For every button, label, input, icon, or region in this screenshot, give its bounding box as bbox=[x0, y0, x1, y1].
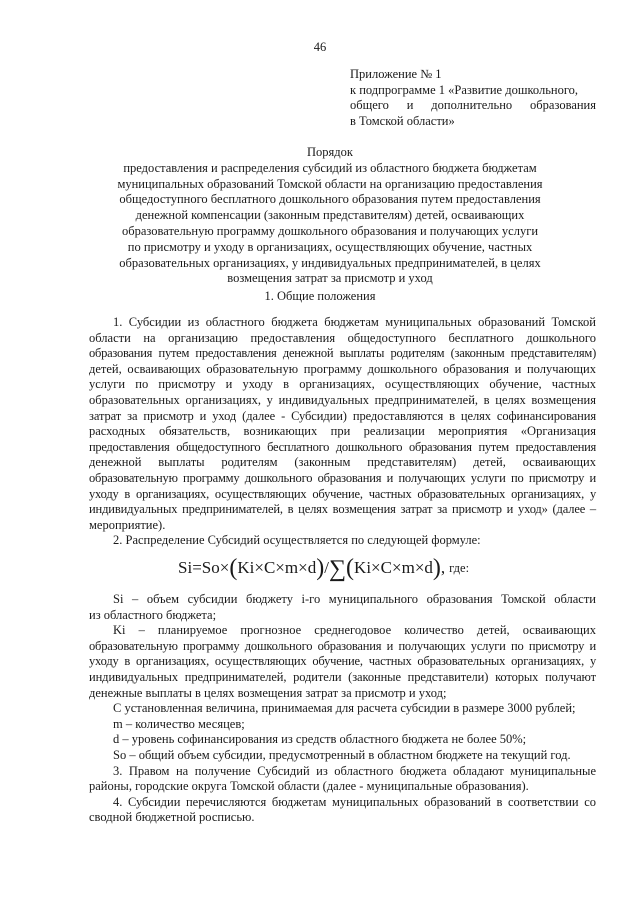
section-body-top bbox=[89, 315, 596, 549]
appendix-note bbox=[350, 67, 596, 129]
text-line: денежные выплаты в целях возмещения затрат за присмотр и уход; bbox=[89, 685, 447, 700]
text-line: С установленная величина, принимаемая для расчета субсидии в размере 3000 рублей; bbox=[113, 701, 576, 716]
title-line: по присмотру и уходу в организациях, осуществляющих обучение, частных bbox=[127, 239, 533, 254]
text-line: районы, городские округа Томской области (далее - муниципальные образования). bbox=[89, 779, 529, 794]
paragraph-2 bbox=[89, 533, 596, 549]
formula-c: C bbox=[263, 558, 276, 577]
text-line: уходу в организациях, осуществляющих обучение, частных образовательных организациях, у bbox=[89, 654, 596, 669]
paragraph-1 bbox=[89, 315, 596, 533]
appendix-line: к подпрограмме 1 «Развитие дошкольного, bbox=[350, 82, 579, 97]
text-line: индивидуальных предпринимателей, в целях возмещения затрат за присмотр и уход» (далее – bbox=[89, 502, 596, 517]
text-line: 1. Субсидии из областного бюджета бюджетам муниципальных образований Томской bbox=[113, 315, 596, 329]
title-line: общедоступного бесплатного дошкольного образования путем предоставления bbox=[119, 192, 541, 207]
formula-equals: = bbox=[192, 558, 202, 577]
text-line: d – уровень софинансирования из средств областного бюджета не более 50%; bbox=[113, 732, 527, 747]
formula-times: × bbox=[254, 558, 264, 577]
text-line: образовательную программу дошкольного образования и получающих услуги по присмотру и bbox=[89, 638, 596, 653]
formula-c: C bbox=[380, 558, 392, 577]
text-line: Ki – планируемое прогнозное среднегодовое количество детей, осваивающих bbox=[113, 623, 596, 638]
text-line: предоставления общедоступного бесплатного дошкольного образования путем предоставления bbox=[89, 439, 596, 454]
definition-c bbox=[89, 701, 596, 717]
title-line: муниципальных образований Томской области на организацию предоставления bbox=[117, 176, 543, 191]
text-line: Si – объем субсидии бюджету i-го муниципального образования Томской области bbox=[113, 592, 596, 606]
formula-m: m bbox=[284, 558, 299, 577]
formula-times: × bbox=[298, 558, 308, 577]
formula-ki: Ki bbox=[354, 558, 372, 577]
definition-si bbox=[89, 592, 596, 623]
text-line: области на организацию предоставления общедоступного бесплатного дошкольного bbox=[89, 330, 596, 345]
text-line: So – общий объем субсидии, предусмотренный в областном бюджете на текущий год. bbox=[113, 747, 571, 762]
formula-paren-open: ( bbox=[229, 555, 238, 581]
formula-d: d bbox=[307, 558, 317, 577]
appendix-line: общего и дополнительно образования bbox=[350, 98, 596, 112]
section-body-bottom bbox=[89, 592, 596, 826]
text-line: затрат за присмотр и уход (далее - Субсидии) предоставляются в целях софинансирования bbox=[89, 408, 596, 423]
definition-d bbox=[89, 732, 596, 748]
formula-slash: / bbox=[324, 558, 329, 577]
formula-d: d bbox=[424, 558, 433, 577]
formula-paren-close: ) bbox=[316, 555, 325, 581]
text-line: из областного бюджета; bbox=[89, 607, 217, 622]
formula-ki: Ki bbox=[237, 558, 255, 577]
formula-lhs: Si bbox=[178, 558, 193, 577]
paragraph-3 bbox=[89, 764, 596, 795]
title-heading: Порядок bbox=[307, 145, 353, 159]
title-line: образовательную программу дошкольного образования и получающих услуги bbox=[121, 223, 539, 238]
text-line: денежной выплаты родителям (законным представителям) детей, осваивающих bbox=[89, 455, 596, 470]
formula-paren-open: ( bbox=[346, 555, 355, 581]
appendix-line: в Томской области» bbox=[350, 113, 455, 128]
appendix-line: Приложение № 1 bbox=[350, 67, 442, 81]
page-number: 46 bbox=[313, 40, 327, 54]
text-line: образовательных организациях, у индивидуальных предпринимателей, в целях возмещения bbox=[89, 392, 596, 407]
text-line: мероприятие). bbox=[89, 517, 166, 532]
definition-ki bbox=[89, 623, 596, 701]
title-line: возмещения затрат за присмотр и уход bbox=[227, 271, 433, 286]
formula-comma: , bbox=[440, 558, 446, 577]
formula-sum: ∑ bbox=[328, 556, 347, 582]
formula-where: где: bbox=[449, 561, 470, 575]
text-line: индивидуальных предпринимателей, родители (законные представители) которых получают bbox=[89, 669, 596, 684]
formula-times: × bbox=[275, 558, 285, 577]
formula-paren-close: ) bbox=[432, 555, 441, 581]
section-heading: 1. Общие положения bbox=[264, 289, 376, 303]
definition-so bbox=[89, 748, 596, 764]
distribution-formula bbox=[178, 553, 469, 583]
formula-times: × bbox=[391, 558, 402, 577]
text-line: m – количество месяцев; bbox=[113, 716, 245, 731]
title-line: денежной компенсации (законным представителям) детей, осваивающих bbox=[135, 208, 525, 223]
formula-so: So bbox=[201, 558, 220, 577]
formula-m: m bbox=[401, 558, 415, 577]
text-line: образовательную программу дошкольного образования и получающих услуги по присмотру и bbox=[89, 470, 596, 485]
title-line: предоставления и распределения субсидий из областного бюджета бюджетам bbox=[123, 160, 537, 175]
text-line: сводной бюджетной росписью. bbox=[89, 810, 255, 825]
definition-m bbox=[89, 717, 596, 733]
text-line: расходных обязательств, возникающих при реализации мероприятия «Организация bbox=[89, 424, 596, 439]
text-line: детей, осваивающих образовательную программу дошкольного образования и получающих bbox=[89, 361, 596, 376]
text-line: 2. Распределение Субсидий осуществляется по следующей формуле: bbox=[113, 533, 481, 548]
title-line: образовательных организациях, у индивидуальных предпринимателей, в целях bbox=[119, 255, 541, 270]
paragraph-4 bbox=[89, 795, 596, 826]
text-line: уходу в организациях, осуществляющих обучение, частных образовательных организациях, у bbox=[89, 486, 596, 501]
formula-times: × bbox=[371, 558, 381, 577]
text-line: 3. Правом на получение Субсидий из областного бюджета обладают муниципальные bbox=[113, 763, 596, 778]
text-line: образования путем предоставления денежной выплаты родителям (законным представителям) bbox=[89, 346, 596, 361]
document-title bbox=[95, 145, 565, 287]
text-line: услуги по присмотру и уходу в организациях, осуществляющих обучение, частных bbox=[89, 377, 596, 392]
formula-times: × bbox=[414, 558, 425, 577]
text-line: 4. Субсидии перечисляются бюджетам муниципальных образований в соответствии со bbox=[113, 794, 596, 809]
formula-times: × bbox=[219, 558, 230, 577]
